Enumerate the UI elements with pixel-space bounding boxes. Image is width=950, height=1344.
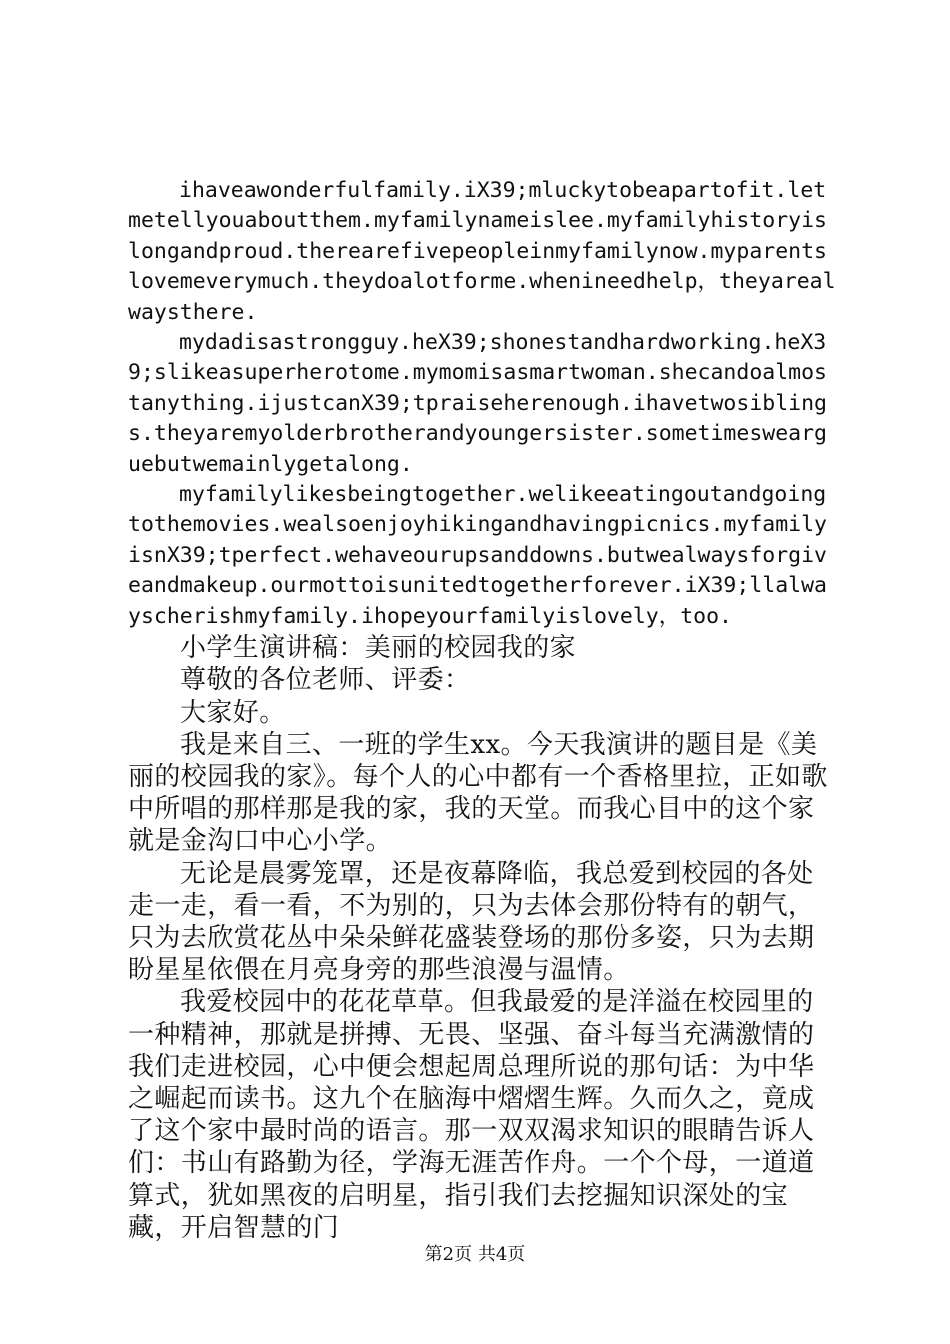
speech-paragraph-spirit: 我爱校园中的花花草草。但我最爱的是洋溢在校园里的一种精神，那就是拼搏、无畏、坚强、奋斗每当充满激情的我们走进校园，心中便会想起周总理所说的那句话：为中华之崛起而读书。这九个在脑海中熠熠生辉。久而久之，竟成了这个家中最时尚的语言。那一双双渴求知识的眼睛告诉人们：书山有路勤为径，学海无涯苦作舟。一个个母，一道道算式，犹如黑夜的启明星，指引我们去挖掘知识深处的宝藏，开启智慧的门 (128, 987, 815, 1243)
speech-salutation: 尊敬的各位老师、评委： (180, 665, 471, 696)
speech-paragraph-campus: 无论是晨雾笼罩，还是夜幕降临，我总爱到校园的各处走一走，看一看，不为别的，只为去体会那份特有的朝气，只为去欣赏花丛中朵朵鲜花盛装登场的那份多姿，只为去期盼星星依偎在月亮身旁的那些浪漫与温情。 (128, 858, 815, 986)
speech-paragraph-intro: 我是来自三、一班的学生xx。今天我演讲的题目是《美丽的校园我的家》。每个人的心中都有一个香格里拉，正如歌中所唱的那样那是我的家，我的天堂。而我心目中的这个家就是金沟口中心小学。 (128, 729, 828, 857)
paragraph-family-intro: ihaveawonderfulfamily.iX39;mluckytobeapartofit.letmetellyouaboutthem.myfamilynameislee.myfamilyhistoryislongandproud.therearefivepeopleinmyfamilynow.myparentslovemeverymuch.theydoalotforme.whenineedhelp，theyarealwaysthere. (128, 178, 836, 325)
document-body (128, 176, 836, 1244)
paragraph-family-members: mydadisastrongguy.heX39;shonestandhardworking.heX39;slikeasuperherotome.mymomisasmartwoman.shecandoalmostanything.ijustcanX39;tpraiseherenough.ihavetwosiblings.theyaremyolderbrotherandyoungersister.sometimeswearguebutwemainlygetalong. (128, 330, 827, 477)
page-number-footer: 第2页 共4页 (424, 1244, 526, 1265)
paragraph-family-together: myfamilylikesbeingtogether.welikeeatingoutandgoingtothemovies.wealsoenjoyhikingandhavingpicnics.myfamilyisnX39;tperfect.wehaveourupsanddowns.butwealwaysforgiveandmakeup.ourmottoisunitedtogetherforever.iX39;llalwayscherishmyfamily.ihopeyourfamilyislovely，too. (128, 482, 827, 629)
speech-greeting: 大家好。 (180, 697, 286, 728)
speech-title: 小学生演讲稿：美丽的校园我的家 (180, 633, 577, 664)
